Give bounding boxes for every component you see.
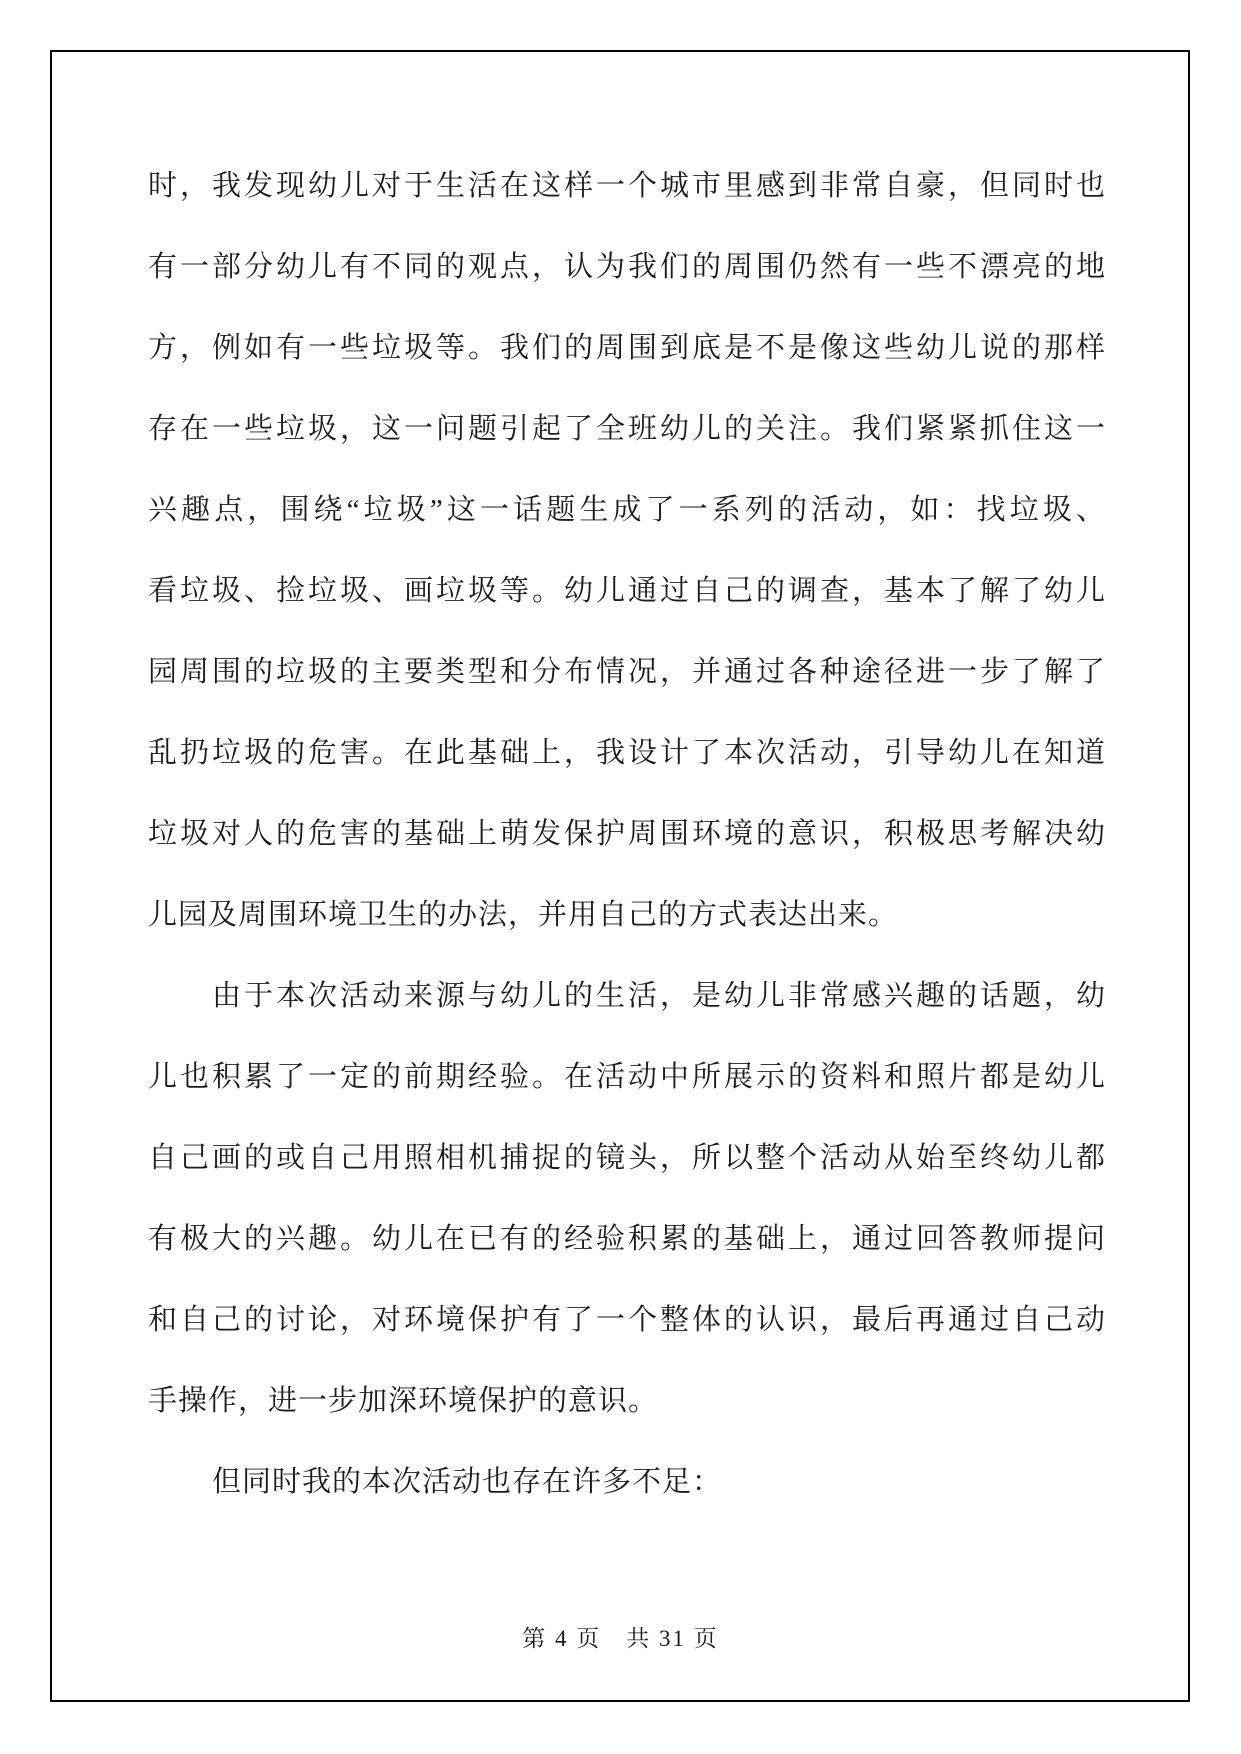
text-line: 有一部分幼儿有不同的观点，认为我们的周围仍然有一些不漂亮的地 xyxy=(148,251,1106,283)
text-line: 园周围的垃圾的主要类型和分布情况，并通过各种途径进一步了解了 xyxy=(148,656,1106,688)
page-number-text: 第 4 页 共 31 页 xyxy=(522,1626,719,1651)
text-line: 由于本次活动来源与幼儿的生活，是幼儿非常感兴趣的话题，幼 xyxy=(212,980,1106,1012)
text-line: 垃圾对人的危害的基础上萌发保护周围环境的意识，积极思考解决幼 xyxy=(148,818,1106,850)
text-line: 手操作，进一步加深环境保护的意识。 xyxy=(148,1385,659,1417)
page-footer xyxy=(0,1620,1241,1653)
text-line: 有极大的兴趣。幼儿在已有的经验积累的基础上，通过回答教师提问 xyxy=(148,1223,1106,1255)
text-line: 自己画的或自己用照相机捕捉的镜头，所以整个活动从始至终幼儿都 xyxy=(148,1142,1106,1174)
text-line: 儿也积累了一定的前期经验。在活动中所展示的资料和照片都是幼儿 xyxy=(148,1061,1106,1093)
text-line: 和自己的讨论，对环境保护有了一个整体的认识，最后再通过自己动 xyxy=(148,1304,1106,1336)
text-line: 乱扔垃圾的危害。在此基础上，我设计了本次活动，引导幼儿在知道 xyxy=(148,737,1106,769)
document-body xyxy=(148,146,1106,1523)
text-line: 看垃圾、捡垃圾、画垃圾等。幼儿通过自己的调查，基本了解了幼儿 xyxy=(148,575,1106,607)
text-line: 但同时我的本次活动也存在许多不足： xyxy=(212,1466,723,1498)
text-line: 存在一些垃圾，这一问题引起了全班幼儿的关注。我们紧紧抓住这一 xyxy=(148,413,1106,445)
text-line: 时，我发现幼儿对于生活在这样一个城市里感到非常自豪，但同时也 xyxy=(148,170,1106,202)
text-line: 兴趣点，围绕“垃圾”这一话题生成了一系列的活动，如：找垃圾、 xyxy=(148,494,1106,526)
text-line: 儿园及周围环境卫生的办法，并用自己的方式表达出来。 xyxy=(148,899,899,931)
text-line: 方，例如有一些垃圾等。我们的周围到底是不是像这些幼儿说的那样 xyxy=(148,332,1106,364)
